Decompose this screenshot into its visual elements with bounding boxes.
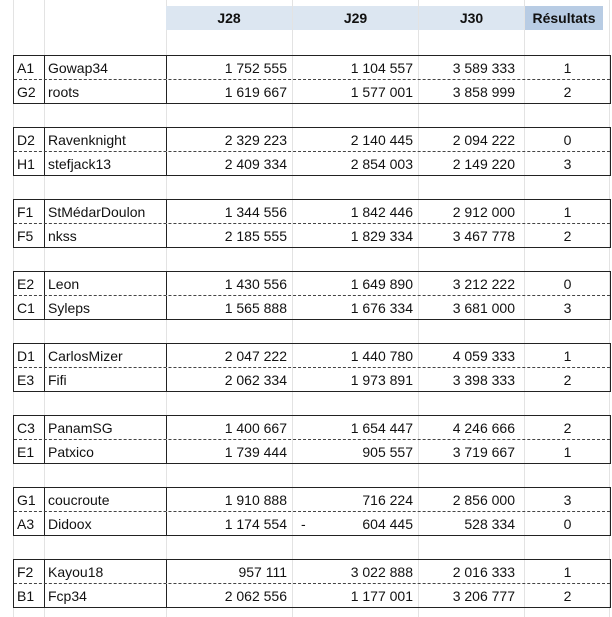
player-id-cell-text: F1 — [17, 203, 34, 220]
matchup-block — [13, 487, 611, 536]
score-j28-cell-text: 1 619 667 — [224, 83, 287, 100]
player-name-cell[interactable] — [45, 224, 167, 247]
matchup-block — [13, 127, 611, 176]
player-name-cell-text: Gowap34 — [48, 59, 108, 76]
score-j30-cell-text: 3 467 778 — [452, 227, 515, 244]
score-j29-cell[interactable] — [293, 344, 419, 367]
score-j28-cell-text: 2 062 334 — [224, 371, 287, 388]
result-cell[interactable] — [525, 440, 610, 463]
score-j29-cell-text: 1 842 446 — [350, 203, 413, 220]
header-row — [0, 0, 612, 32]
score-j29-cell-text: 2 854 003 — [350, 155, 413, 172]
result-cell-text: 1 — [563, 347, 572, 364]
score-j29-cell-text: 3 022 888 — [350, 563, 413, 580]
score-j29-cell[interactable] — [293, 128, 419, 151]
player-id-cell[interactable] — [14, 80, 45, 103]
score-j28-cell-text: 1 752 555 — [224, 59, 287, 76]
table-row — [14, 200, 610, 224]
result-cell-text: 1 — [563, 443, 572, 460]
score-j29-cell-text: 1 440 780 — [350, 347, 413, 364]
score-j30-cell-text: 2 856 000 — [452, 491, 515, 508]
score-j30-cell[interactable] — [419, 416, 525, 439]
score-j29-cell[interactable] — [293, 512, 419, 535]
result-cell-text: 2 — [563, 83, 572, 100]
player-id-cell[interactable] — [14, 488, 45, 511]
score-j30-cell-text: 4 246 666 — [452, 419, 515, 436]
score-j30-cell-text: 3 206 777 — [452, 587, 515, 604]
player-name-cell[interactable] — [45, 416, 167, 439]
player-name-cell[interactable] — [45, 128, 167, 151]
score-j29-cell-text: 2 140 445 — [350, 131, 413, 148]
score-j30-cell[interactable] — [419, 440, 525, 463]
score-j29-cell-text: 604 445 — [362, 515, 413, 532]
player-id-cell[interactable] — [14, 416, 45, 439]
result-cell-text: 1 — [563, 563, 572, 580]
matchup-block — [13, 559, 611, 608]
score-j28-cell-text: 2 047 222 — [224, 347, 287, 364]
table-row — [14, 344, 610, 368]
player-name-cell-text: Fcp34 — [48, 587, 87, 604]
table-row — [14, 584, 610, 607]
player-id-cell[interactable] — [14, 128, 45, 151]
score-j29-cell[interactable] — [293, 296, 419, 319]
score-j28-cell[interactable] — [167, 584, 293, 607]
player-name-cell-text: Syleps — [48, 299, 91, 316]
player-id-cell[interactable] — [14, 368, 45, 391]
player-name-cell-text: Ravenknight — [48, 131, 126, 148]
score-j30-cell[interactable] — [419, 80, 525, 103]
score-j30-cell[interactable] — [419, 200, 525, 223]
score-j30-cell-text: 3 398 333 — [452, 371, 515, 388]
player-id-cell[interactable] — [14, 560, 45, 583]
player-id-cell-text: C1 — [17, 299, 35, 316]
player-id-cell-text: B1 — [17, 587, 35, 604]
player-id-cell[interactable] — [14, 296, 45, 319]
score-j30-cell-text: 4 059 333 — [452, 347, 515, 364]
player-id-cell[interactable] — [14, 512, 45, 535]
score-j29-cell-text: 1 654 447 — [350, 419, 413, 436]
score-j29-cell[interactable] — [293, 488, 419, 511]
table-row — [14, 488, 610, 512]
player-id-cell-text: H1 — [17, 155, 35, 172]
player-name-cell[interactable] — [45, 152, 167, 175]
score-j29-cell[interactable] — [293, 80, 419, 103]
score-j30-cell[interactable] — [419, 152, 525, 175]
result-cell[interactable] — [525, 488, 610, 511]
score-j30-cell-text: 528 334 — [464, 515, 515, 532]
score-j29-cell[interactable] — [293, 152, 419, 175]
score-j28-cell[interactable] — [167, 344, 293, 367]
score-j30-cell-text: 2 094 222 — [452, 131, 515, 148]
score-j28-cell-text: 1 739 444 — [224, 443, 287, 460]
score-j28-cell[interactable] — [167, 200, 293, 223]
table-row — [14, 80, 610, 103]
result-cell-text: 3 — [563, 491, 572, 508]
player-id-cell-text: A1 — [17, 59, 35, 76]
player-name-cell[interactable] — [45, 488, 167, 511]
score-j30-cell-text: 3 681 000 — [452, 299, 515, 316]
score-j28-cell-text: 1 910 888 — [224, 491, 287, 508]
score-j28-cell-text: 1 430 556 — [224, 275, 287, 292]
player-id-cell[interactable] — [14, 272, 45, 295]
player-id-cell[interactable] — [14, 224, 45, 247]
score-j28-cell-text: 2 329 223 — [224, 131, 287, 148]
score-j30-cell[interactable] — [419, 560, 525, 583]
player-id-cell-text: G1 — [17, 491, 36, 508]
score-j28-cell-text: 1 400 667 — [224, 419, 287, 436]
score-j28-cell[interactable] — [167, 224, 293, 247]
player-id-cell-text: E3 — [17, 371, 35, 388]
score-j29-cell[interactable] — [293, 368, 419, 391]
score-j28-cell-text: 2 062 556 — [224, 587, 287, 604]
score-j30-cell-text: 2 149 220 — [452, 155, 515, 172]
score-j30-cell[interactable] — [419, 128, 525, 151]
player-name-cell-text: stefjack13 — [48, 155, 112, 172]
player-id-cell[interactable] — [14, 344, 45, 367]
matchup-block — [13, 343, 611, 392]
score-j29-cell-text: 1 973 891 — [350, 371, 413, 388]
player-id-cell-text: G2 — [17, 83, 36, 100]
negative-sign: - — [301, 515, 306, 532]
score-j28-cell[interactable] — [167, 80, 293, 103]
score-j30-cell[interactable] — [419, 512, 525, 535]
player-id-cell-text: F5 — [17, 227, 34, 244]
score-j29-cell[interactable] — [293, 200, 419, 223]
table-row — [14, 416, 610, 440]
player-id-cell[interactable] — [14, 56, 45, 79]
score-j29-cell-text: 716 224 — [362, 491, 413, 508]
player-name-cell[interactable] — [45, 440, 167, 463]
header-results[interactable]: Résultats — [525, 6, 603, 30]
player-name-cell-text: Kayou18 — [48, 563, 104, 580]
matchup-block — [13, 415, 611, 464]
score-j30-cell-text: 3 858 999 — [452, 83, 515, 100]
score-j29-cell-text: 1 104 557 — [350, 59, 413, 76]
score-j30-cell[interactable] — [419, 56, 525, 79]
player-name-cell[interactable] — [45, 272, 167, 295]
header-j29[interactable]: J29 — [293, 6, 418, 30]
player-name-cell[interactable] — [45, 560, 167, 583]
score-j30-cell-text: 2 912 000 — [452, 203, 515, 220]
score-j28-cell[interactable] — [167, 152, 293, 175]
score-j30-cell[interactable] — [419, 488, 525, 511]
result-cell-text: 0 — [563, 275, 572, 292]
score-j28-cell[interactable] — [167, 368, 293, 391]
score-j28-cell-text: 957 111 — [238, 563, 287, 580]
player-name-cell-text: Patxico — [48, 443, 94, 460]
player-name-cell[interactable] — [45, 296, 167, 319]
score-j28-cell[interactable] — [167, 296, 293, 319]
result-cell-text: 1 — [563, 203, 572, 220]
matchup-block — [13, 199, 611, 248]
score-j30-cell-text: 3 719 667 — [452, 443, 515, 460]
result-cell-text: 1 — [563, 59, 572, 76]
player-id-cell-text: E2 — [17, 275, 35, 292]
player-name-cell-text: roots — [48, 83, 80, 100]
player-name-cell[interactable] — [45, 584, 167, 607]
table-row — [14, 128, 610, 152]
player-id-cell-text: D1 — [17, 347, 35, 364]
score-j29-cell[interactable] — [293, 560, 419, 583]
score-j29-cell[interactable] — [293, 272, 419, 295]
result-cell[interactable] — [525, 272, 610, 295]
score-j30-cell-text: 3 589 333 — [452, 59, 515, 76]
score-j29-cell-text: 1 577 001 — [350, 83, 413, 100]
player-name-cell-text: coucroute — [48, 491, 110, 508]
result-cell-text: 0 — [563, 131, 572, 148]
header-j30[interactable]: J30 — [419, 6, 524, 30]
score-j30-cell[interactable] — [419, 344, 525, 367]
player-id-cell-text: E1 — [17, 443, 35, 460]
result-cell[interactable] — [525, 200, 610, 223]
score-j30-cell-text: 2 016 333 — [452, 563, 515, 580]
player-id-cell[interactable] — [14, 152, 45, 175]
score-j29-cell-text: 1 177 001 — [350, 587, 413, 604]
result-cell[interactable] — [525, 128, 610, 151]
score-j28-cell-text: 1 344 556 — [224, 203, 287, 220]
score-j29-cell-text: 1 649 890 — [350, 275, 413, 292]
player-name-cell-text: Leon — [48, 275, 80, 292]
player-name-cell[interactable] — [45, 80, 167, 103]
result-cell[interactable] — [525, 56, 610, 79]
player-name-cell-text: PanamSG — [48, 419, 113, 436]
score-j29-cell[interactable] — [293, 440, 419, 463]
player-name-cell[interactable] — [45, 344, 167, 367]
score-j29-cell-text: 1 676 334 — [350, 299, 413, 316]
player-id-cell-text: C3 — [17, 419, 35, 436]
player-name-cell-text: Fifi — [48, 371, 67, 388]
player-name-cell[interactable] — [45, 368, 167, 391]
score-j30-cell-text: 3 212 222 — [452, 275, 515, 292]
score-j28-cell[interactable] — [167, 488, 293, 511]
score-j28-cell[interactable] — [167, 560, 293, 583]
score-j28-cell[interactable] — [167, 272, 293, 295]
player-name-cell-text: CarlosMizer — [48, 347, 123, 364]
score-j29-cell-text: 1 829 334 — [350, 227, 413, 244]
score-j30-cell[interactable] — [419, 368, 525, 391]
result-cell[interactable] — [525, 296, 610, 319]
player-name-cell-text: nkss — [48, 227, 77, 244]
player-name-cell[interactable] — [45, 200, 167, 223]
result-cell-text: 2 — [563, 371, 572, 388]
result-cell-text: 3 — [563, 299, 572, 316]
player-id-cell-text: D2 — [17, 131, 35, 148]
result-cell[interactable] — [525, 560, 610, 583]
result-cell[interactable] — [525, 344, 610, 367]
table-row — [14, 512, 610, 535]
result-cell[interactable] — [525, 584, 610, 607]
score-j30-cell[interactable] — [419, 296, 525, 319]
result-cell-text: 0 — [563, 515, 572, 532]
score-j28-cell-text: 1 565 888 — [224, 299, 287, 316]
player-name-cell[interactable] — [45, 56, 167, 79]
player-id-cell-text: A3 — [17, 515, 35, 532]
player-name-cell[interactable] — [45, 512, 167, 535]
table-row — [14, 296, 610, 319]
table-row — [14, 272, 610, 296]
player-id-cell[interactable] — [14, 440, 45, 463]
player-name-cell-text: StMédarDoulon — [48, 203, 146, 220]
result-cell-text: 2 — [563, 419, 572, 436]
result-cell[interactable] — [525, 368, 610, 391]
matchup-block — [13, 55, 611, 104]
score-j30-cell[interactable] — [419, 272, 525, 295]
table-row — [14, 224, 610, 247]
score-j29-cell[interactable] — [293, 416, 419, 439]
player-id-cell[interactable] — [14, 584, 45, 607]
score-j29-cell[interactable] — [293, 224, 419, 247]
score-j28-cell-text: 2 409 334 — [224, 155, 287, 172]
score-j29-cell[interactable] — [293, 56, 419, 79]
score-j28-cell[interactable] — [167, 128, 293, 151]
result-cell[interactable] — [525, 224, 610, 247]
score-j29-cell[interactable] — [293, 584, 419, 607]
score-j28-cell-text: 1 174 554 — [224, 515, 287, 532]
result-cell[interactable] — [525, 152, 610, 175]
player-name-cell-text: Didoox — [48, 515, 92, 532]
result-cell[interactable] — [525, 416, 610, 439]
table-row — [14, 152, 610, 175]
player-id-cell-text: F2 — [17, 563, 34, 580]
result-cell-text: 2 — [563, 227, 572, 244]
score-j30-cell[interactable] — [419, 224, 525, 247]
score-j29-cell-text: 905 557 — [362, 443, 413, 460]
result-cell[interactable] — [525, 512, 610, 535]
player-id-cell[interactable] — [14, 200, 45, 223]
result-cell-text: 2 — [563, 587, 572, 604]
score-j28-cell[interactable] — [167, 440, 293, 463]
matchup-block — [13, 271, 611, 320]
score-j28-cell[interactable] — [167, 512, 293, 535]
result-cell-text: 3 — [563, 155, 572, 172]
table-row — [14, 440, 610, 463]
result-cell[interactable] — [525, 80, 610, 103]
table-row — [14, 560, 610, 584]
score-j28-cell[interactable] — [167, 416, 293, 439]
table-row — [14, 368, 610, 391]
score-j28-cell[interactable] — [167, 56, 293, 79]
table-row — [14, 56, 610, 80]
score-j30-cell[interactable] — [419, 584, 525, 607]
header-j28[interactable]: J28 — [166, 6, 292, 30]
score-j28-cell-text: 2 185 555 — [224, 227, 287, 244]
